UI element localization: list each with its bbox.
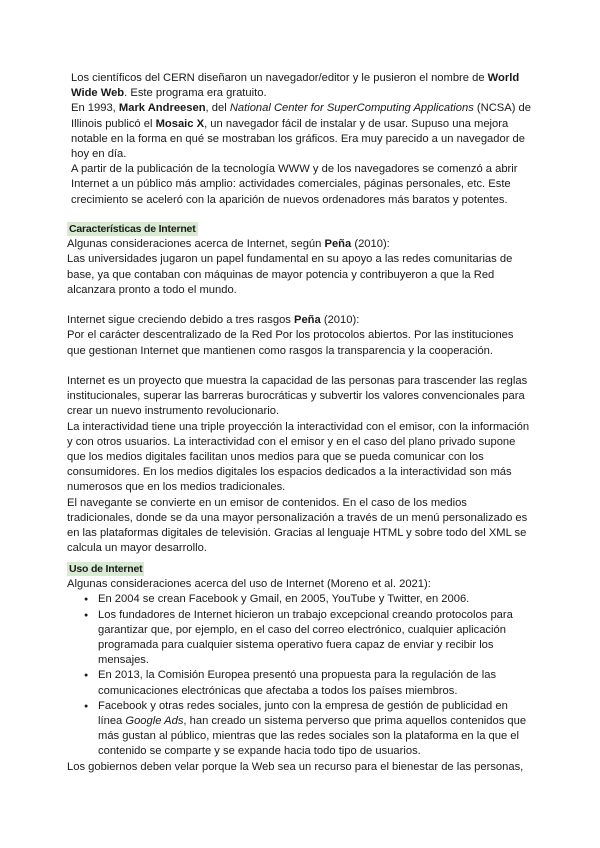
caracteristicas-navegante: El navegante se convierte en un emisor de contenidos. En el caso de los medios tradicionales, donde se da una mayor personalización a través de un menú personalizado es en las plataformas digitales de televisión. Gracias al lenguaje HTML y sobre todo del XML se calcula un mayor desarrollo. bbox=[67, 496, 528, 555]
caracteristicas-rasgos-intro: Internet sigue creciendo debido a tres rasgos Peña (2010): bbox=[67, 314, 360, 327]
section-caracteristicas bbox=[67, 222, 532, 556]
list-item: ● En 2013, la Comisión Europea presentó una propuesta para la regulación de las comunicaciones electrónicas que afectaba a todos los países miembros. bbox=[67, 668, 532, 698]
uso-outro: Los gobiernos deben velar porque la Web sea un recurso para el bienestar de las personas, bbox=[67, 760, 524, 773]
list-item: ● En 2004 se crean Facebook y Gmail, en 2005, YouTube y Twitter, en 2006. bbox=[67, 592, 532, 607]
spacer bbox=[67, 359, 532, 374]
uso-intro: Algunas consideraciones acerca del uso de Internet (Moreno et al. 2021): bbox=[67, 578, 431, 591]
intro-paragraph-growth: A partir de la publicación de la tecnología WWW y de los navegadores se comenzó a abrir Internet a un público más amplio: actividades comerciales, páginas personales, etc. Este crecimiento se aceleró con la aparición de nuevos ordenadores más baratos y potentes. bbox=[71, 163, 518, 206]
list-item: ● Facebook y otras redes sociales, junto con la empresa de gestión de publicidad en línea Google Ads, han creado un sistema perverso que prima aquellos contenidos que más gustan al público, mientras que las redes sociales son la plataforma en la que el contenido se comparte y se expande hacia todo tipo de usuarios. bbox=[67, 699, 532, 760]
caracteristicas-interactividad: La interactividad tiene una triple proyección la interactividad con el emisor, con la información y con otros usuarios. La interactividad con el emisor y en el caso del plano privado supone que los medios digitales facilitan unos medios para que se pueda comunicar con los consumidores. En los medios digitales los espacios dedicados a la interactividad son más numerosos que en los medios tradicionales. bbox=[67, 420, 530, 494]
intro-block bbox=[71, 71, 531, 208]
list-item: ● Los fundadores de Internet hicieron un trabajo excepcional creando protocolos para garantizar que, por ejemplo, en el caso del correo electrónico, cualquier aplicación programada para cualquier sistema operativo fuera capaz de enviar y recibir los mensajes. bbox=[67, 608, 532, 669]
section-heading-caracteristicas: Características de Internet bbox=[69, 223, 196, 235]
mosaic-name: Mosaic X bbox=[155, 117, 205, 130]
ncsa-name: National Center for SuperComputing Applications bbox=[229, 102, 474, 115]
intro-paragraph-www: Los científicos del CERN diseñaron un navegador/editor y le pusieron el nombre de World Wide Web. Este programa era gratuito. bbox=[71, 72, 520, 100]
caracteristicas-intro: Algunas consideraciones acerca de Internet, según Peña (2010): bbox=[67, 238, 390, 251]
caracteristicas-universidades: Las universidades jugaron un papel fundamental en su apoyo a las redes comunitarias de base, ya que contaban con máquinas de mayor potencia y contribuyeron a que la Red alcanzara pronto a todo el mundo. bbox=[67, 253, 513, 296]
google-ads-term: Google Ads bbox=[125, 715, 184, 728]
section-uso bbox=[67, 562, 532, 775]
section-heading-uso: Uso de Internet bbox=[69, 563, 143, 575]
caracteristicas-rasgos: Por el carácter descentralizado de la Red Por los protocolos abiertos. Por las instituciones que gestionan Internet que mantienen como rasgos la transparencia y la cooperación. bbox=[67, 329, 514, 357]
andreesen-name: Mark Andreesen bbox=[118, 102, 206, 115]
spacer bbox=[67, 298, 532, 313]
uso-bullet-list bbox=[67, 592, 532, 759]
www-term: World Wide Web bbox=[71, 72, 520, 100]
intro-paragraph-mosaic: En 1993, Mark Andreesen, del National Center for SuperComputing Applications (NCSA) de Illinois publicó el Mosaic X, un navegador fácil de instalar y de usar. Supuso una mejora notable en la forma en qué se mostraban los gráficos. Era muy parecido a un navegador de hoy en día. bbox=[71, 102, 531, 161]
caracteristicas-proyecto: Internet es un proyecto que muestra la capacidad de las personas para trascender las reglas institucionales, superar las barreras burocráticas y subvertir los valores convencionales para crear un nuevo instrumento revolucionario. bbox=[67, 375, 528, 418]
